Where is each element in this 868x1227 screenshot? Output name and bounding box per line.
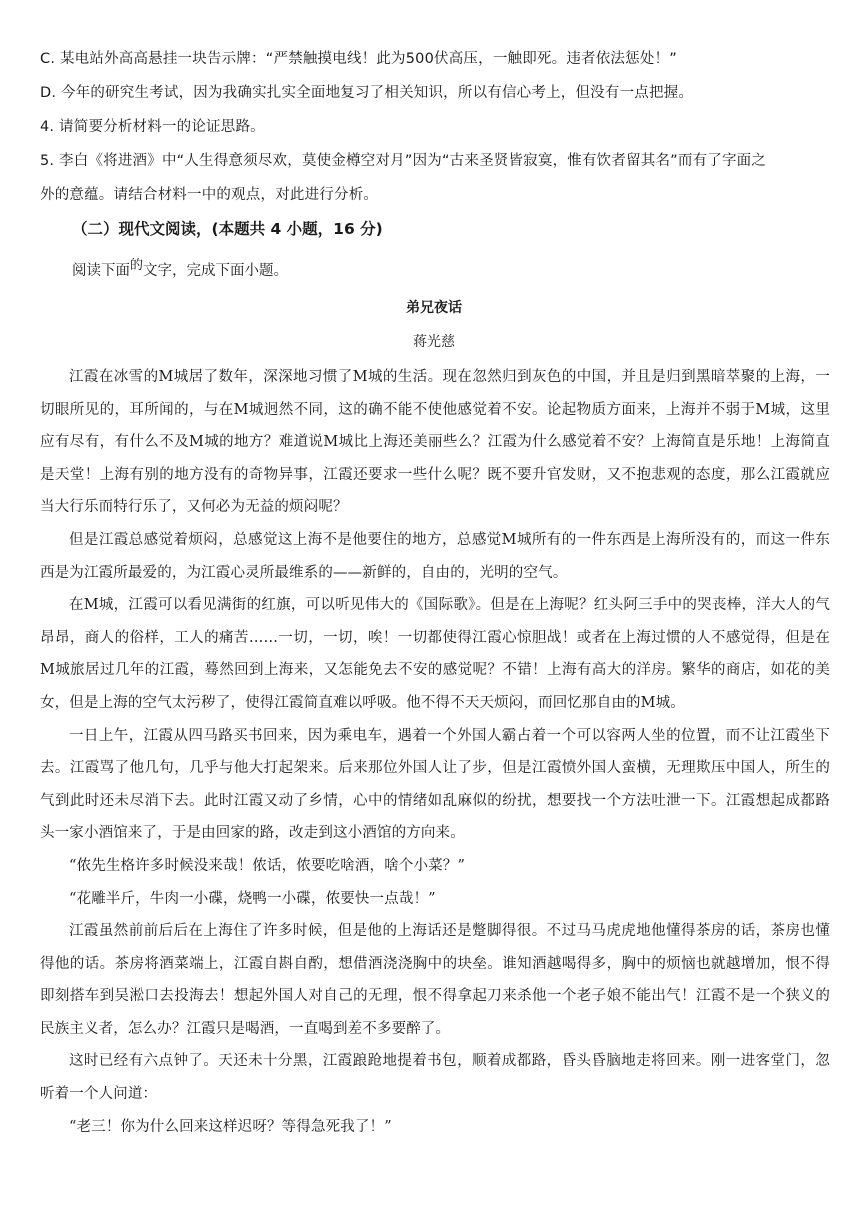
article-author: 蒋光慈	[413, 334, 455, 350]
paragraph-8: 这时已经有六点钟了。天还未十分黑，江霞踉跄地提着书包，顺着成都路，昏头昏脑地走将回来。刚一进客堂门，忽听着一个人问道：	[40, 1053, 830, 1103]
paragraph-9: “老三！你为什么回来这样迟呀？等得急死我了！”	[69, 1118, 392, 1135]
paragraph-7: 江霞虽然前前后后在上海住了许多时候，但是他的上海话还是蹩脚得很。不过马马虎虎地他懂得茶房的话，茶房也懂得他的话。茶房将酒菜端上，江霞自斟自酌，想借酒浇浇胸中的块垒。谁知酒越喝得多，胸中的烦恼也就越增加，恨不得即刻搭车到吴淞口去投海去！想起外国人对自己的无理，恨不得拿起刀来杀他一个老子娘不能出气！江霞不是一个狭义的民族主义者，怎么办？江霞只是喝酒，一直喝到差不多要醉了。	[40, 923, 830, 1037]
instruction-superscript: 的	[130, 258, 144, 273]
instruction-post: 文字，完成下面小题。	[143, 263, 289, 279]
question-4: 4. 请简要分析材料一的论证思路。	[40, 119, 265, 135]
reading-instruction	[72, 257, 288, 286]
question-5-line-2: 外的意蕴。请结合材料一中的观点，对此进行分析。	[40, 187, 379, 203]
instruction-pre: 阅读下面	[72, 263, 130, 279]
question-5-line-1: 5. 李白《将进酒》中“人生得意须尽欢，莫使金樽空对月”因为“古来圣贤皆寂寞，惟有饮者留其名”而有了字面之	[40, 153, 767, 169]
question-option-c: C. 某电站外高高悬挂一块告示牌：“严禁触摸电线！此为500伏高压，一触即死。违者依法惩处！”	[40, 51, 677, 67]
paragraph-5: “侬先生格许多时候没来哉！侬话，侬要吃啥酒，啥个小菜？”	[69, 857, 466, 874]
paragraph-1: 江霞在冰雪的M城居了数年，深深地习惯了M城的生活。现在忽然归到灰色的中国，并且是归到黑暗萃聚的上海，一切眼所见的，耳所闻的，与在M城迥然不同，这的确不能不使他感觉着不安。论起物质方面来，上海并不弱于M城，这里应有尽有，有什么不及M城的地方？难道说M城比上海还美丽些么？江霞为什么感觉着不安？上海简直是乐地！上海简直是天堂！上海有别的地方没有的奇物异事，江霞还要求一些什么呢？既不要升官发财，又不抱悲观的态度，那么江霞就应当大行乐而特行乐了，又何必为无益的烦闷呢？	[40, 369, 830, 516]
paragraph-6: “花雕半斤，牛肉一小碟，烧鸭一小碟，侬要快一点哉！”	[69, 890, 436, 907]
paragraph-2: 但是江霞总感觉着烦闷，总感觉这上海不是他要住的地方，总感觉M城所有的一件东西是上海所没有的，而这一件东西是为江霞所最爱的，为江霞心灵所最维系的——新鲜的，自由的，光明的空气。	[40, 531, 830, 581]
section-heading: （二）现代文阅读，(本题共 4 小题，16 分)	[72, 220, 383, 238]
paragraph-3: 在M城，江霞可以看见满街的红旗，可以听见伟大的《国际歌》。但是在上海呢？红头阿三手中的哭丧棒，洋大人的气昂昂，商人的俗样，工人的痛苦……一切，一切，唉！一切都使得江霞心惊胆战！或者在上海过惯的人不感觉得，但是在M城旅居过几年的江霞，蓦然回到上海来，又怎能免去不安的感觉呢？不错！上海有高大的洋房。繁华的商店，如花的美女，但是上海的空气太污秽了，使得江霞简直难以呼吸。他不得不天天烦闷，而回忆那自由的M城。	[40, 597, 830, 711]
article-body	[40, 361, 830, 1143]
paragraph-4: 一日上午，江霞从四马路买书回来，因为乘电车，遇着一个外国人霸占着一个可以容两人坐的位置，而不让江霞坐下去。江霞骂了他几句，几乎与他大打起架来。后来那位外国人让了步，但是江霞愤外国人蛮横，无理欺压中国人，所生的气到此时还未尽消下去。此时江霞又动了乡情，心中的情绪如乱麻似的纷扰，想要找一个方法吐泄一下。江霞想起成都路头一家小酒馆来了，于是由回家的路，改走到这小酒馆的方向来。	[40, 727, 830, 842]
question-option-d: D. 今年的研究生考试，因为我确实扎实全面地复习了相关知识，所以有信心考上，但没有一点把握。	[40, 85, 694, 101]
article-title: 弟兄夜话	[406, 300, 462, 316]
